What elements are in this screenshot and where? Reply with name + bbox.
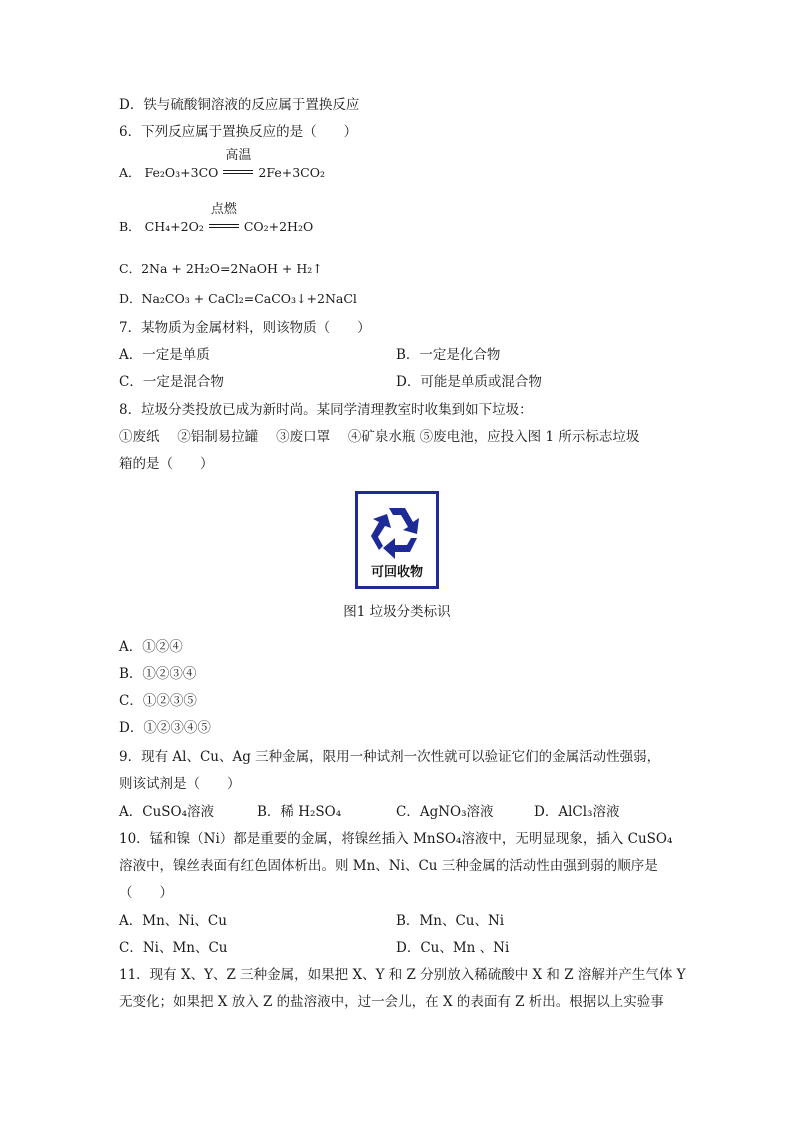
q9-option-a: A．CuSO₄溶液: [119, 804, 215, 820]
equation-right: CO₂+2H₂O: [243, 219, 314, 234]
q9-option-b: B．稀 H₂SO₄: [257, 804, 342, 820]
q7-option-b: B．一定是化合物: [396, 347, 501, 363]
q8-option-c: C．①②③⑤: [119, 693, 197, 709]
q8-option-b: B．①②③④: [119, 666, 197, 682]
condition-text: 高温: [225, 148, 252, 163]
q7-stem: 7．某物质为金属材料，则该物质（ ）: [119, 320, 371, 336]
q7-option-c: C．一定是混合物: [119, 374, 224, 390]
reaction-condition: [209, 202, 239, 236]
q8-stem-cont: 箱的是（ ）: [119, 456, 214, 472]
q10-option-c: C．Ni、Mn、Cu: [119, 940, 228, 956]
q9-stem-cont: 则该试剂是（ ）: [119, 776, 241, 792]
q10-stem: 10．锰和镍（Ni）都是重要的金属，将镍丝插入 MnSO₄溶液中，无明显现象，插入 CuSO₄: [119, 831, 673, 847]
option-prefix: A．: [119, 165, 141, 180]
q9-option-c: C．AgNO₃溶液: [396, 804, 494, 820]
q10-paren: （ ）: [119, 885, 173, 901]
q6-option-d: D．Na₂CO₃ + CaCl₂=CaCO₃↓+2NaCl: [119, 291, 357, 306]
q10-option-b: B．Mn、Cu、Ni: [396, 913, 505, 929]
recycle-logo: [355, 491, 439, 589]
double-line: [209, 224, 239, 228]
q8-items: ①废纸 ②铝制易拉罐 ③废口罩 ④矿泉水瓶 ⑤废电池，应投入图 1 所示标志垃圾: [119, 429, 640, 445]
q8-option-a: A．①②④: [119, 639, 183, 655]
q6-stem: 6．下列反应属于置换反应的是（ ）: [119, 124, 358, 140]
q8-stem: 8．垃圾分类投放已成为新时尚。某同学清理教室时收集到如下垃圾：: [119, 402, 533, 418]
reaction-condition: [223, 148, 253, 182]
q9-option-d: D．AlCl₃溶液: [534, 804, 620, 820]
q10-option-d: D．Cu、Mn 、Ni: [396, 940, 510, 956]
equation-left: CH₄+2O₂: [144, 219, 204, 234]
equation-left: Fe₂O₃+3CO: [144, 165, 219, 180]
q7-option-d: D．可能是单质或混合物: [396, 374, 542, 390]
recycle-icon: [365, 500, 429, 564]
condition-text: 点燃: [210, 202, 237, 217]
q6-option-a: [119, 148, 325, 182]
q8-option-d: D．①②③④⑤: [119, 720, 211, 736]
option-prefix: B．: [119, 219, 141, 234]
logo-label: 可回收物: [370, 565, 423, 580]
q11-stem-cont: 无变化；如果把 X 放入 Z 的盐溶液中，过一会儿，在 X 的表面有 Z 析出。根据以上实验事: [119, 994, 664, 1010]
q5-option-d: D．铁与硫酸铜溶液的反应属于置换反应: [119, 97, 360, 113]
q6-option-b: [119, 202, 314, 236]
q9-stem: 9．现有 Al、Cu、Ag 三种金属，限用一种试剂一次性就可以验证它们的金属活动性强弱，: [119, 749, 661, 765]
equation-right: 2Fe+3CO₂: [258, 165, 325, 180]
q6-option-c: C．2Na + 2H₂O=2NaOH + H₂↑: [119, 261, 323, 276]
double-line: [223, 170, 253, 174]
q10-stem-cont: 溶液中，镍丝表面有红色固体析出。则 Mn、Ni、Cu 三种金属的活动性由强到弱的顺序是: [119, 858, 658, 874]
q11-stem: 11．现有 X、Y、Z 三种金属，如果把 X、Y 和 Z 分别放入稀硫酸中 X 和 Z 溶解并产生气体 Y: [119, 967, 686, 983]
q7-option-a: A．一定是单质: [119, 347, 210, 363]
figure-caption: 图1 垃圾分类标识: [343, 604, 451, 620]
q10-option-a: A．Mn、Ni、Cu: [119, 913, 227, 929]
